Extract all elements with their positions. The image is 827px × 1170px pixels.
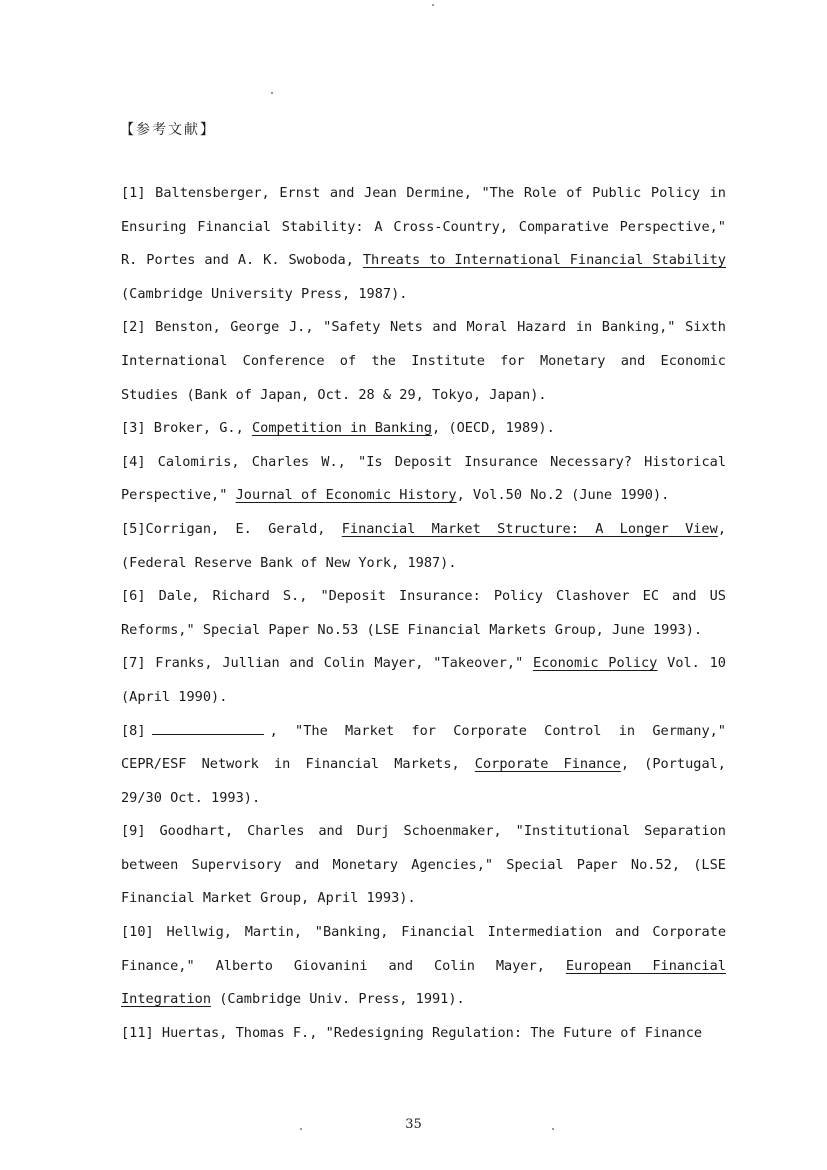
reference-text: , (OECD, 1989). xyxy=(432,420,555,437)
publication-title: Financial Market Structure: A Longer View xyxy=(341,520,718,537)
reference-text: [3] Broker, G., xyxy=(121,420,252,437)
publication-title: Threats to International Financial Stability xyxy=(362,252,726,269)
reference-text: [2] Benston, George J., "Safety Nets and Moral Hazard in Banking," Sixth International Conference of the Institute for Monetary and Economic Studies (Bank of Japan, Oct. 28 & 29, Tokyo, Japan). xyxy=(121,319,726,403)
reference-text: [1] Baltensberger, Ernst and Jean Dermine, "The Role of Public Policy in Ensuring Financial Stability: A Cross-Country, Comparative Perspective," R. Portes and A. K. Swoboda, xyxy=(121,185,726,269)
reference-text: , (Portugal, 29/30 Oct. 1993). xyxy=(121,756,726,806)
reference-text: (Cambridge Univ. Press, 1991). xyxy=(211,991,465,1008)
reference-entry xyxy=(121,715,726,816)
reference-text: (Cambridge University Press, 1987). xyxy=(121,285,408,302)
reference-entry xyxy=(121,513,726,580)
page-number: 35 xyxy=(405,1117,422,1132)
publication-title: Corporate Finance xyxy=(474,756,621,773)
reference-entry xyxy=(121,1017,726,1051)
reference-entry xyxy=(121,446,726,513)
scan-speck xyxy=(271,92,273,94)
reference-entry xyxy=(121,580,726,647)
reference-text: [5]Corrigan, E. Gerald, xyxy=(121,520,342,537)
reference-text: [9] Goodhart, Charles and Durj Schoenmaker, "Institutional Separation between Supervisory and Monetary Agencies," Special Paper No.52, (LSE Financial Market Group, April 1993). xyxy=(121,823,726,907)
references-heading: 【参考文献】 xyxy=(120,122,216,138)
scan-speck xyxy=(432,4,434,6)
reference-list xyxy=(121,177,726,1050)
publication-title: Economic Policy xyxy=(533,655,658,672)
reference-entry xyxy=(121,916,726,1017)
reference-text: [4] Calomiris, Charles W., "Is Deposit Insurance Necessary? Historical Perspective," xyxy=(121,453,726,504)
reference-entry xyxy=(121,647,726,714)
reference-text: [8] xyxy=(121,722,146,739)
reference-text: Vol. 10 (April 1990). xyxy=(121,655,726,705)
publication-title: European Financial Integration xyxy=(121,957,726,1008)
reference-text: , "The Market for Corporate Control in Germany," CEPR/ESF Network in Financial Markets, xyxy=(121,722,726,773)
reference-entry xyxy=(121,815,726,916)
reference-text: , Vol.50 No.2 (June 1990). xyxy=(456,487,670,504)
reference-text: [7] Franks, Jullian and Colin Mayer, "Takeover," xyxy=(121,655,534,672)
reference-entry xyxy=(121,311,726,412)
reference-entry xyxy=(121,412,726,446)
publication-title: Competition in Banking xyxy=(251,420,433,437)
reference-entry xyxy=(121,177,726,311)
reference-text: , (Federal Reserve Bank of New York, 1987). xyxy=(121,520,726,571)
reference-text: [6] Dale, Richard S., "Deposit Insurance: Policy Clashover EC and US Reforms," Special Paper No.53 (LSE Financial Markets Group, June 1993). xyxy=(121,588,726,638)
publication-title: Journal of Economic History xyxy=(235,487,457,504)
reference-text: [10] Hellwig, Martin, "Banking, Financial Intermediation and Corporate Finance," Alberto Giovanini and Colin Mayer, xyxy=(121,924,726,974)
author-repeat-blank xyxy=(152,722,264,735)
reference-text: [11] Huertas, Thomas F., "Redesigning Regulation: The Future of Finance xyxy=(121,1024,703,1041)
